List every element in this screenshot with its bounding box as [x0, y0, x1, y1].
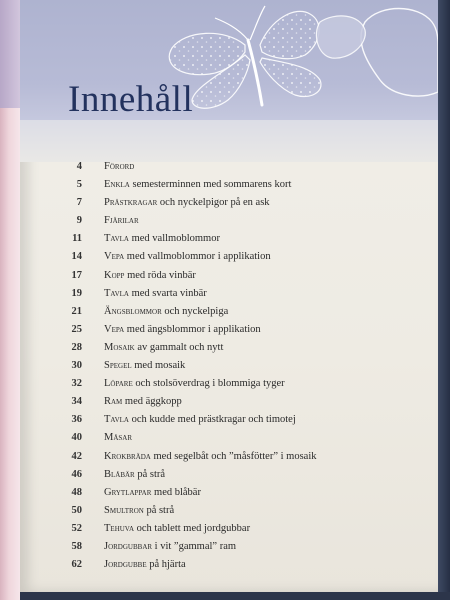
toc-entry-title	[104, 502, 174, 520]
toc-entry-rest: med segelbåt och ”måsfötter” i mosaik	[150, 450, 317, 462]
toc-entry-rest: med ängsblommor i applikation	[124, 323, 261, 335]
toc-entry-rest: och nyckelpigor på en ask	[157, 197, 270, 209]
toc-entry-title	[104, 448, 317, 466]
toc-entry-title	[104, 321, 261, 339]
toc-entry-rest: med äggkopp	[122, 396, 182, 408]
toc-entry-lead-word: Tavla	[104, 414, 129, 426]
toc-entry-title	[104, 375, 285, 393]
toc-entry-lead-word: Smultron	[104, 504, 144, 516]
toc-entry-rest: med röda vinbär	[124, 269, 196, 281]
page-title: Innehåll	[68, 79, 194, 120]
previous-page-header-strip	[0, 0, 20, 108]
toc-entry	[20, 466, 438, 484]
toc-page-number: 21	[71, 305, 82, 317]
toc-entry-lead-word: Ängsblommor	[104, 305, 162, 317]
toc-entry-lead-word: Ram	[104, 396, 123, 408]
toc-page-number: 4	[76, 161, 82, 172]
toc-entry-title	[104, 429, 132, 447]
toc-entry-title	[104, 303, 228, 321]
toc-page-number: 48	[71, 486, 82, 498]
toc-entry-lead-word: Blåbär	[104, 468, 135, 480]
toc-page-number: 34	[71, 396, 82, 408]
toc-entry-rest: med blåbär	[151, 486, 201, 498]
toc-entry	[20, 176, 438, 194]
toc-entry	[20, 248, 438, 266]
toc-entry-lead-word: Måsar	[104, 432, 133, 444]
toc-entry	[20, 158, 438, 176]
toc-entry	[20, 538, 438, 556]
toc-entry-lead-word: Fjärilar	[104, 215, 139, 227]
toc-page-number: 32	[71, 378, 82, 390]
toc-page-number: 9	[76, 215, 82, 227]
toc-entry-rest: på hjärta	[146, 559, 186, 571]
toc-entry-rest: med vallmoblommor i applikation	[124, 251, 271, 263]
toc-entry-title	[104, 357, 185, 375]
toc-entry	[20, 502, 438, 520]
toc-entry-title	[104, 248, 271, 266]
toc-entry-title	[104, 267, 196, 285]
toc-entry-rest: av gammalt och nytt	[134, 341, 224, 353]
toc-entry	[20, 339, 438, 357]
toc-entry-lead-word: Enkla	[104, 179, 130, 191]
toc-entry-title	[104, 158, 134, 176]
toc-entry-rest: på strå	[143, 504, 175, 516]
toc-page-number: 25	[71, 323, 82, 335]
toc-entry-rest: och kudde med prästkragar och timotej	[128, 414, 296, 426]
toc-entry-title	[104, 484, 201, 502]
toc-entry	[20, 375, 438, 393]
toc-page-number: 14	[71, 251, 82, 263]
header-fade-band	[20, 120, 438, 162]
toc-entry-title	[104, 176, 291, 194]
toc-page-number: 40	[71, 432, 82, 444]
toc-entry-lead-word: Spegel	[104, 360, 132, 372]
toc-entry	[20, 194, 438, 212]
toc-entry-lead-word: Tehuva	[104, 522, 135, 534]
toc-entry-lead-word: Tavla	[104, 287, 129, 299]
toc-page-number: 11	[72, 233, 82, 245]
toc-page-number: 36	[71, 414, 82, 426]
toc-entry-title	[104, 411, 296, 429]
toc-entry-lead-word: Jordgubbar	[104, 540, 153, 552]
toc-entry	[20, 303, 438, 321]
toc-entry-title	[104, 393, 182, 411]
toc-entry-lead-word: Löpare	[104, 378, 133, 390]
toc-entry-lead-word: Jordgubbe	[104, 559, 147, 571]
toc-entry-title	[104, 212, 139, 230]
toc-entry-title	[104, 194, 270, 212]
toc-entry	[20, 285, 438, 303]
toc-entry-rest: och tablett med jordgubbar	[134, 522, 251, 534]
toc-entry-lead-word: Förord	[104, 161, 135, 172]
toc-entry-lead-word: Mosaik	[104, 341, 135, 353]
toc-entry-rest: i vit ”gammal” ram	[152, 540, 237, 552]
toc-entry-rest: på strå	[134, 468, 166, 480]
toc-entry-lead-word: Prästkragar	[104, 197, 158, 209]
toc-entry	[20, 448, 438, 466]
toc-entry-rest: semesterminnen med sommarens kort	[129, 179, 292, 191]
toc-entry	[20, 357, 438, 375]
toc-page-number: 28	[71, 341, 82, 353]
toc-entry-rest: med vallmoblommor	[128, 233, 220, 245]
toc-page-number: 62	[71, 559, 82, 571]
toc-entry	[20, 393, 438, 411]
toc-entry-lead-word: Krokbräda	[104, 450, 151, 462]
toc-entry-title	[104, 538, 236, 556]
toc-entry	[20, 212, 438, 230]
toc-entry-title	[104, 339, 223, 357]
toc-page-number: 50	[71, 504, 82, 516]
toc-page-number: 7	[76, 197, 82, 209]
toc-entry-title	[104, 520, 250, 538]
toc-entry-lead-word: Tavla	[104, 233, 129, 245]
toc-page-number: 58	[71, 540, 82, 552]
toc-page-number: 30	[71, 360, 82, 372]
toc-entry-rest: med mosaik	[131, 360, 186, 372]
toc-entry	[20, 321, 438, 339]
toc-entry	[20, 429, 438, 447]
toc-entry-lead-word: Vepa	[104, 251, 125, 263]
toc-entry	[20, 520, 438, 538]
toc-page-number: 19	[71, 287, 82, 299]
toc-entry	[20, 411, 438, 429]
book-page	[20, 0, 438, 592]
toc-entry-lead-word: Vepa	[104, 323, 125, 335]
toc-page-number: 52	[71, 522, 82, 534]
toc-page-number: 17	[71, 269, 82, 281]
toc-entry-rest: med svarta vinbär	[128, 287, 207, 299]
toc-page-number: 46	[71, 468, 82, 480]
book-bottom-edge	[20, 592, 450, 600]
previous-page-edge	[0, 0, 20, 600]
toc-entry-lead-word: Kopp	[104, 269, 125, 281]
page-header-band	[20, 0, 438, 120]
toc-entry-title	[104, 556, 186, 574]
toc-page-number: 5	[76, 179, 82, 191]
toc-entry	[20, 556, 438, 574]
toc-entry-rest: och nyckelpiga	[161, 305, 229, 317]
toc-entry-lead-word: Grytlappar	[104, 486, 152, 498]
toc-entry-title	[104, 466, 165, 484]
toc-page-number: 42	[71, 450, 82, 462]
toc-entry	[20, 267, 438, 285]
toc-entry-title	[104, 230, 220, 248]
toc-entry	[20, 484, 438, 502]
toc-entry-rest: och stolsöverdrag i blommiga tyger	[132, 378, 285, 390]
toc-entry-title	[104, 285, 207, 303]
toc-entry	[20, 230, 438, 248]
table-of-contents	[20, 158, 438, 574]
book-cover-edge	[438, 0, 450, 600]
